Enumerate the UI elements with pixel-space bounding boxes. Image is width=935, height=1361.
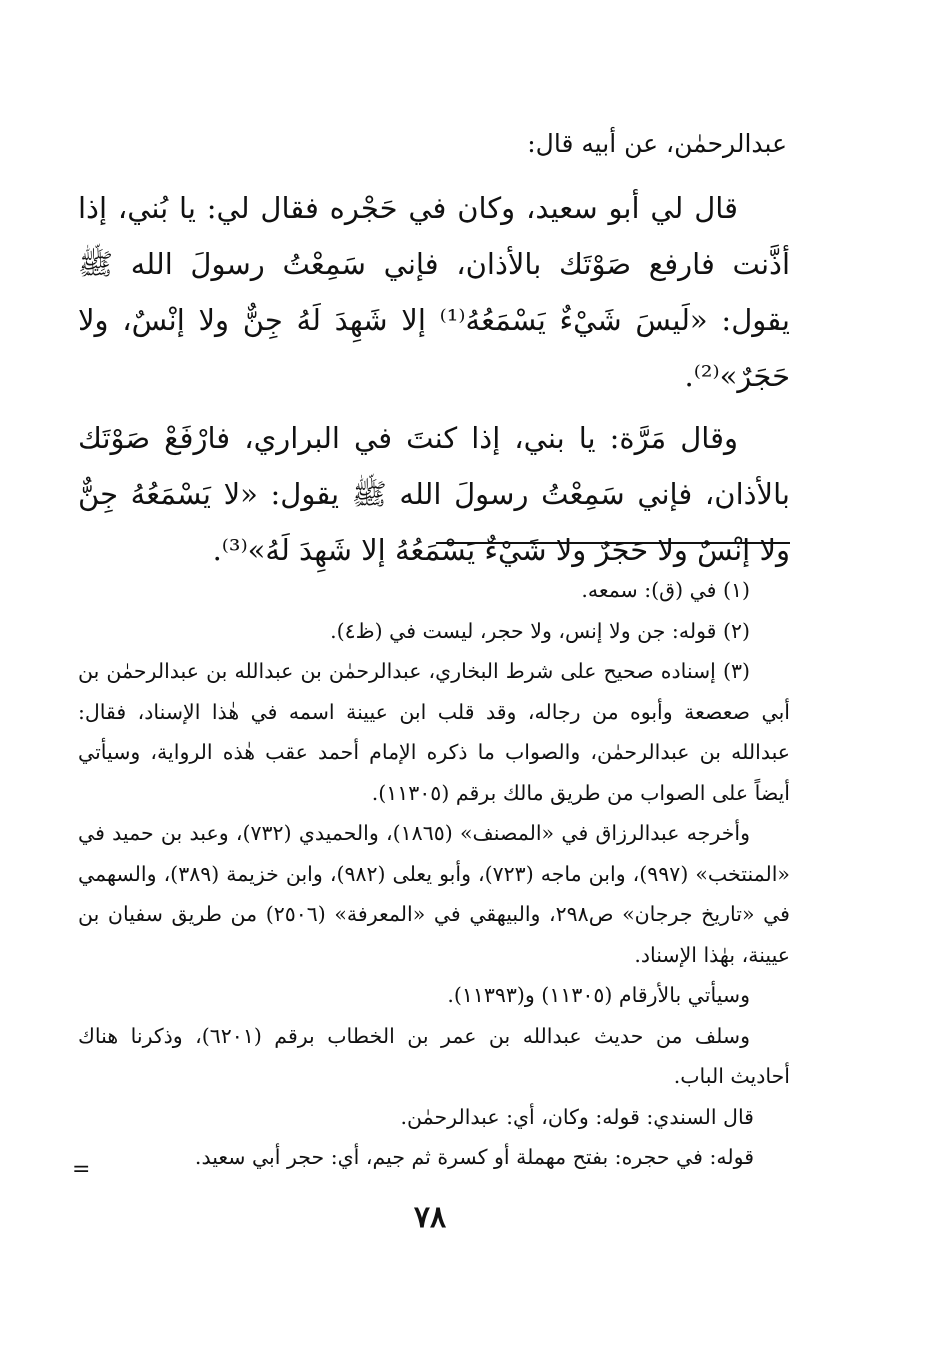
- footnote-2: (٢) قوله: جن ولا إنس، ولا حجر، ليست في (ظ٤).: [330, 618, 750, 643]
- hadith-paragraph-2: وقال مَرَّة: يا بني، إذا كنتَ في البراري، فارْفَعْ صَوْتَك بالأذان، فإني سَمِعْتُ رسولَ الله ﷺ يقول: «لا يَسْمَعُهُ جِنٌّ ولا إنْسٌ ولا حَجَرٌ ولا شَيْءٌ يَسْمَعُهُ إلا شَهِدَ لَهُ»⁽³⁾.: [78, 421, 790, 567]
- intro-line: عبدالرحمٰن، عن أبيه قال:: [527, 129, 787, 158]
- footnote-3-takhrij: وأخرجه عبدالرزاق في «المصنف» (١٨٦٥)، والحميدي (٧٣٢)، وعبد بن حميد في «المنتخب» (٩٩٧)، وابن ماجه (٧٢٣)، وأبو يعلى (٩٨٢)، وابن خزيمة (٣٨٩)، والسهمي في «تاريخ جرجان» ص٢٩٨، والبيهقي في «المعرفة» (٢٥٠٦) من طريق سفيان بن عيينة، بهٰذا الإسناد.: [78, 821, 790, 967]
- hadith-paragraph-1: قال لي أبو سعيد، وكان في حَجْره فقال لي: يا بُني، إذا أذَّنت فارفع صَوْتَك بالأذان، فإني سَمِعْتُ رسولَ الله ﷺ يقول: «لَيسَ شَيْءٌ يَسْمَعُهُ⁽¹⁾ إلا شَهِدَ لَهُ جِنٌّ ولا إنْسٌ، ولا حَجَرٌ»⁽²⁾.: [78, 191, 790, 393]
- sindi-comment-2: قوله: في حجره: بفتح مهملة أو كسرة ثم جيم، أي: حجر أبي سعيد.: [194, 1145, 754, 1169]
- continuation-mark: =: [72, 1157, 91, 1182]
- footnote-1: (١) في (ق): سمعه.: [581, 578, 750, 602]
- page-number: ٧٨: [413, 1200, 447, 1235]
- footnote-3-see-also: وسيأتي بالأرقام (١١٣٠٥) و(١١٣٩٣).: [447, 983, 750, 1007]
- sindi-comment-1: قال السندي: قوله: وكان، أي: عبدالرحمٰن.: [400, 1104, 754, 1129]
- hadith-text: [78, 180, 790, 584]
- footnote-3-previous: وسلف من حديث عبدالله بن عمر بن الخطاب برقم (٦٢٠١)، وذكرنا هناك أحاديث الباب.: [78, 1023, 790, 1088]
- footnote-divider: [436, 542, 790, 544]
- footnote-3: (٣) إسناده صحيح على شرط البخاري، عبدالرحمٰن بن عبدالله بن عبدالرحمٰن بن أبي صعصعة وأبوه من رجاله، وقد قلب ابن عيينة اسمه في هٰذا الإسناد، فقال: عبدالله بن عبدالرحمٰن، والصواب ما ذكره الإمام أحمد عقب هٰذه الرواية، وسيأتي أيضاً على الصواب من طريق مالك برقم (١١٣٠٥).: [78, 659, 790, 805]
- footnotes: [78, 570, 790, 1178]
